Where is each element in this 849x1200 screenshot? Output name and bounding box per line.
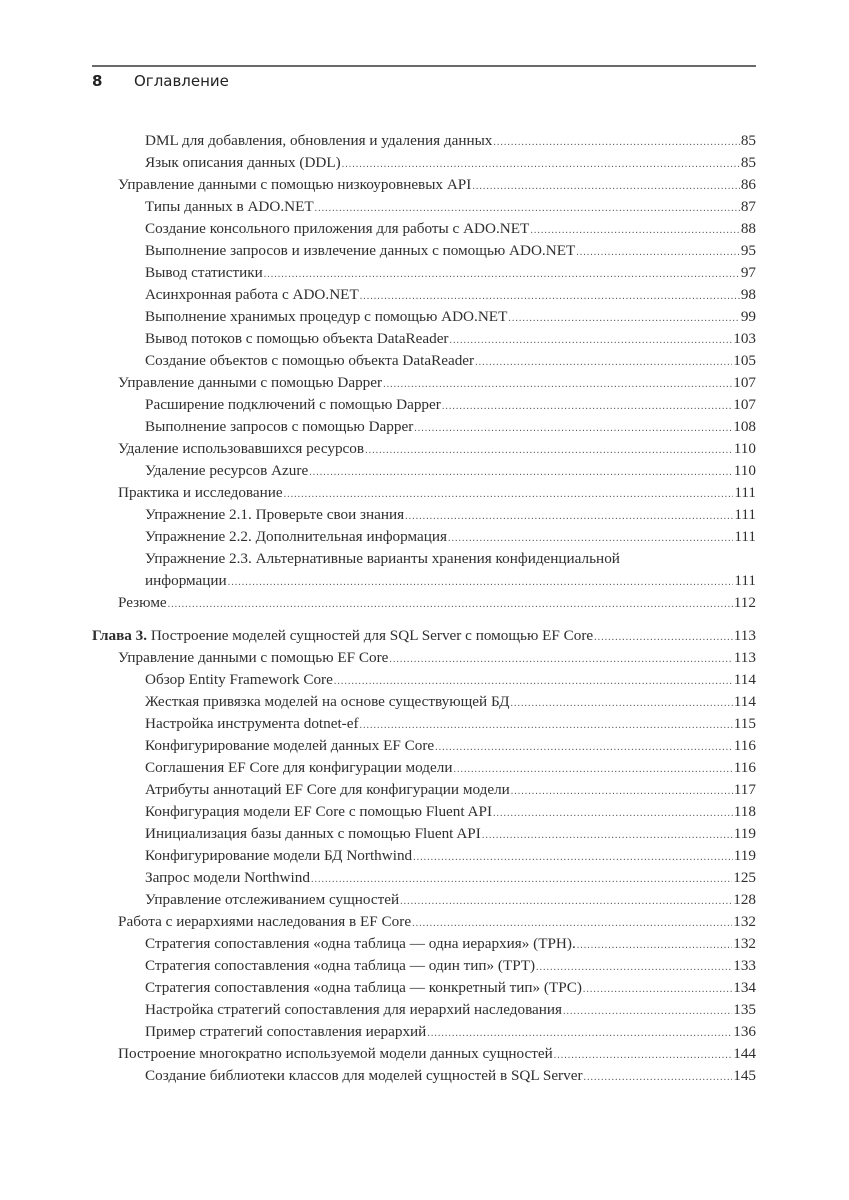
leader-dots (342, 154, 740, 176)
toc-label: Вывод потоков с помощью объекта DataReader (145, 330, 449, 347)
toc-page: 117 (733, 781, 756, 798)
toc-entry[interactable] (92, 955, 756, 977)
toc-entry[interactable] (92, 262, 756, 284)
toc-label: Обзор Entity Framework Core (145, 671, 333, 688)
toc-page: 87 (740, 198, 756, 215)
toc-entry[interactable] (92, 152, 756, 174)
leader-dots (554, 1045, 732, 1067)
toc-page: 85 (740, 154, 756, 171)
toc-page: 134 (733, 979, 756, 996)
toc-label: Запрос модели Northwind (145, 869, 310, 886)
leader-dots (482, 825, 733, 847)
leader-dots (472, 176, 740, 198)
toc-page: 99 (740, 308, 756, 325)
toc-page: 111 (734, 528, 756, 545)
toc-page: 135 (733, 1001, 756, 1018)
toc-entry[interactable] (92, 801, 756, 823)
chapter-title: Построение моделей сущностей для SQL Server с помощью EF Core (150, 627, 594, 644)
toc-page: 133 (733, 957, 756, 974)
toc-entry[interactable] (92, 416, 756, 438)
toc-label: Создание консольного приложения для работы с ADO.NET (145, 220, 530, 237)
toc-entry[interactable] (92, 482, 756, 504)
toc-label: Упражнение 2.1. Проверьте свои знания (145, 506, 405, 523)
leader-dots (508, 308, 739, 330)
toc-page: 113 (733, 649, 756, 666)
toc-page: 107 (733, 374, 756, 391)
toc-page: 111 (734, 506, 756, 523)
toc-page: 107 (733, 396, 756, 413)
toc-entry[interactable] (92, 438, 756, 460)
toc-entry[interactable] (92, 240, 756, 262)
toc-page: 116 (733, 737, 756, 754)
toc-page: 111 (734, 572, 756, 589)
toc-label: Конфигурирование модели БД Northwind (145, 847, 413, 864)
toc-label: Управление данными с помощью Dapper (118, 374, 383, 391)
toc-label: Управление отслеживанием сущностей (145, 891, 400, 908)
toc-label: Управление данными с помощью низкоуровневых API (118, 176, 472, 193)
toc-label: Расширение подключений с помощью Dapper (145, 396, 441, 413)
toc-label: Упражнение 2.3. Альтернативные варианты хранения конфиденциальной (145, 550, 620, 567)
toc-page: 88 (740, 220, 756, 237)
toc-label: Типы данных в ADO.NET (145, 198, 314, 215)
leader-dots (405, 506, 733, 528)
toc-page: 132 (733, 913, 756, 930)
leader-dots (475, 352, 732, 374)
running-title: Оглавление (134, 72, 229, 90)
toc-label: Настройка стратегий сопоставления для иерархий наследования (145, 1001, 563, 1018)
leader-dots (536, 957, 732, 979)
page-number: 8 (92, 72, 103, 90)
toc-page: 113 (733, 627, 756, 644)
toc-label: Стратегия сопоставления «одна таблица — один тип» (TPT) (145, 957, 536, 974)
leader-dots (360, 715, 733, 737)
leader-dots (414, 418, 732, 440)
toc-label: Жесткая привязка моделей на основе существующей БД (145, 693, 510, 710)
leader-dots (413, 847, 733, 869)
toc-page: 128 (733, 891, 756, 908)
toc-page: 119 (733, 825, 756, 842)
header-rule (92, 65, 756, 67)
toc-label: информации (145, 572, 227, 589)
leader-dots (576, 242, 740, 264)
toc-label: DML для добавления, обновления и удаления данных (145, 132, 493, 149)
toc-page: 119 (733, 847, 756, 864)
toc-label: Создание библиотеки классов для моделей сущностей в SQL Server (145, 1067, 583, 1084)
toc-label: Практика и исследование (118, 484, 283, 501)
toc-label: Работа с иерархиями наследования в EF Core (118, 913, 412, 930)
toc-entry[interactable] (92, 328, 756, 350)
leader-dots (450, 330, 733, 352)
leader-dots (315, 198, 740, 220)
toc-page: 103 (733, 330, 756, 347)
toc-label: Конфигурирование моделей данных EF Core (145, 737, 435, 754)
toc-page: 132 (733, 935, 756, 952)
toc-label: Удаление ресурсов Azure (145, 462, 309, 479)
toc-entry[interactable] (92, 669, 756, 691)
leader-dots (360, 286, 740, 308)
leader-dots (365, 440, 733, 462)
leader-dots (594, 627, 733, 649)
leader-dots (435, 737, 733, 759)
leader-dots (284, 484, 734, 506)
toc-label: Соглашения EF Core для конфигурации модели (145, 759, 453, 776)
toc-label (92, 625, 593, 647)
toc-entry[interactable] (92, 845, 756, 867)
toc-entry[interactable] (92, 1065, 756, 1087)
toc-page: 111 (734, 484, 756, 501)
toc-entry[interactable] (92, 867, 756, 889)
toc-label: Атрибуты аннотаций EF Core для конфигурации модели (145, 781, 510, 798)
leader-dots (389, 649, 732, 671)
leader-dots (563, 1001, 732, 1023)
toc-label: Упражнение 2.2. Дополнительная информация (145, 528, 447, 545)
toc-entry[interactable] (92, 284, 756, 306)
leader-dots (442, 396, 732, 418)
toc-entry[interactable] (92, 977, 756, 999)
toc-page: 108 (733, 418, 756, 435)
toc-page: 144 (733, 1045, 756, 1062)
leader-dots (309, 462, 733, 484)
leader-dots (264, 264, 740, 286)
toc-entry[interactable] (92, 735, 756, 757)
toc-page: 116 (733, 759, 756, 776)
toc-page: 97 (740, 264, 756, 281)
toc-entry[interactable] (92, 691, 756, 713)
toc-page: 115 (733, 715, 756, 732)
leader-dots (334, 671, 733, 693)
leader-dots (583, 979, 732, 1001)
leader-dots (493, 803, 733, 825)
toc-entry[interactable] (92, 218, 756, 240)
leader-dots (453, 759, 732, 781)
toc-page: 114 (733, 693, 756, 710)
toc-entry[interactable] (92, 999, 756, 1021)
toc-entry[interactable] (92, 526, 756, 548)
toc-entry[interactable] (92, 394, 756, 416)
leader-dots (510, 693, 732, 715)
toc-page: 112 (733, 594, 756, 611)
toc-entry[interactable] (92, 372, 756, 394)
leader-dots (427, 1023, 732, 1045)
toc-page: 110 (733, 462, 756, 479)
toc-entry[interactable] (92, 350, 756, 372)
toc-entry[interactable] (92, 889, 756, 911)
toc-entry[interactable] (92, 460, 756, 482)
toc-entry[interactable] (92, 713, 756, 735)
toc-entry[interactable] (92, 647, 756, 669)
toc-page: 125 (733, 869, 756, 886)
toc-entry[interactable] (92, 823, 756, 845)
toc-entry[interactable] (92, 1021, 756, 1043)
toc-page: 145 (733, 1067, 756, 1084)
toc-entry[interactable] (92, 911, 756, 933)
toc-entry[interactable] (92, 130, 756, 152)
leader-dots (412, 913, 732, 935)
leader-dots (400, 891, 732, 913)
toc-label: Выполнение запросов с помощью Dapper (145, 418, 414, 435)
toc-chapter-entry[interactable] (92, 625, 756, 647)
leader-dots (530, 220, 740, 242)
toc-label: Управление данными с помощью EF Core (118, 649, 389, 666)
toc-page: 95 (740, 242, 756, 259)
chapter-prefix: Глава 3. (92, 627, 148, 644)
toc-entry[interactable] (92, 757, 756, 779)
toc-page: 110 (733, 440, 756, 457)
toc-label: Резюме (118, 594, 167, 611)
leader-dots (228, 572, 734, 594)
leader-dots (311, 869, 732, 891)
toc-label: Пример стратегий сопоставления иерархий (145, 1023, 427, 1040)
toc-label: Построение многократно используемой модели данных сущностей (118, 1045, 553, 1062)
leader-dots (168, 594, 733, 616)
toc-page: 114 (733, 671, 756, 688)
toc-entry[interactable] (92, 779, 756, 801)
toc-entry[interactable] (92, 504, 756, 526)
toc-label: Вывод статистики (145, 264, 263, 281)
toc-entry[interactable] (92, 174, 756, 196)
leader-dots (493, 132, 739, 154)
toc-label: Выполнение запросов и извлечение данных с помощью ADO.NET (145, 242, 576, 259)
toc-label: Стратегия сопоставления «одна таблица — одна иерархия» (TPH). (145, 935, 576, 952)
toc-label: Выполнение хранимых процедур с помощью ADO.NET (145, 308, 508, 325)
toc-label: Стратегия сопоставления «одна таблица — конкретный тип» (TPC) (145, 979, 582, 996)
toc-entry[interactable] (92, 306, 756, 328)
leader-dots (511, 781, 733, 803)
toc-page: 136 (733, 1023, 756, 1040)
toc-entry[interactable] (92, 592, 756, 614)
toc-page: 118 (733, 803, 756, 820)
toc-label: Язык описания данных (DDL) (145, 154, 341, 171)
toc-label: Конфигурация модели EF Core с помощью Fluent API (145, 803, 493, 820)
leader-dots (448, 528, 733, 550)
leader-dots (584, 1067, 733, 1089)
toc-entry-line2[interactable] (92, 570, 756, 592)
toc-entry[interactable] (92, 933, 756, 955)
toc-page: 85 (740, 132, 756, 149)
toc-label: Асинхронная работа с ADO.NET (145, 286, 359, 303)
toc-entry-line1[interactable] (92, 548, 756, 570)
leader-dots (577, 935, 732, 957)
toc-label: Инициализация базы данных с помощью Fluent API (145, 825, 481, 842)
toc-entry[interactable] (92, 1043, 756, 1065)
toc-page: 105 (733, 352, 756, 369)
table-of-contents (92, 130, 756, 1087)
toc-label: Настройка инструмента dotnet-ef (145, 715, 359, 732)
toc-label: Создание объектов с помощью объекта DataReader (145, 352, 475, 369)
toc-page: 86 (740, 176, 756, 193)
toc-label: Удаление использовавшихся ресурсов (118, 440, 365, 457)
toc-page: 98 (740, 286, 756, 303)
toc-entry[interactable] (92, 196, 756, 218)
leader-dots (383, 374, 732, 396)
